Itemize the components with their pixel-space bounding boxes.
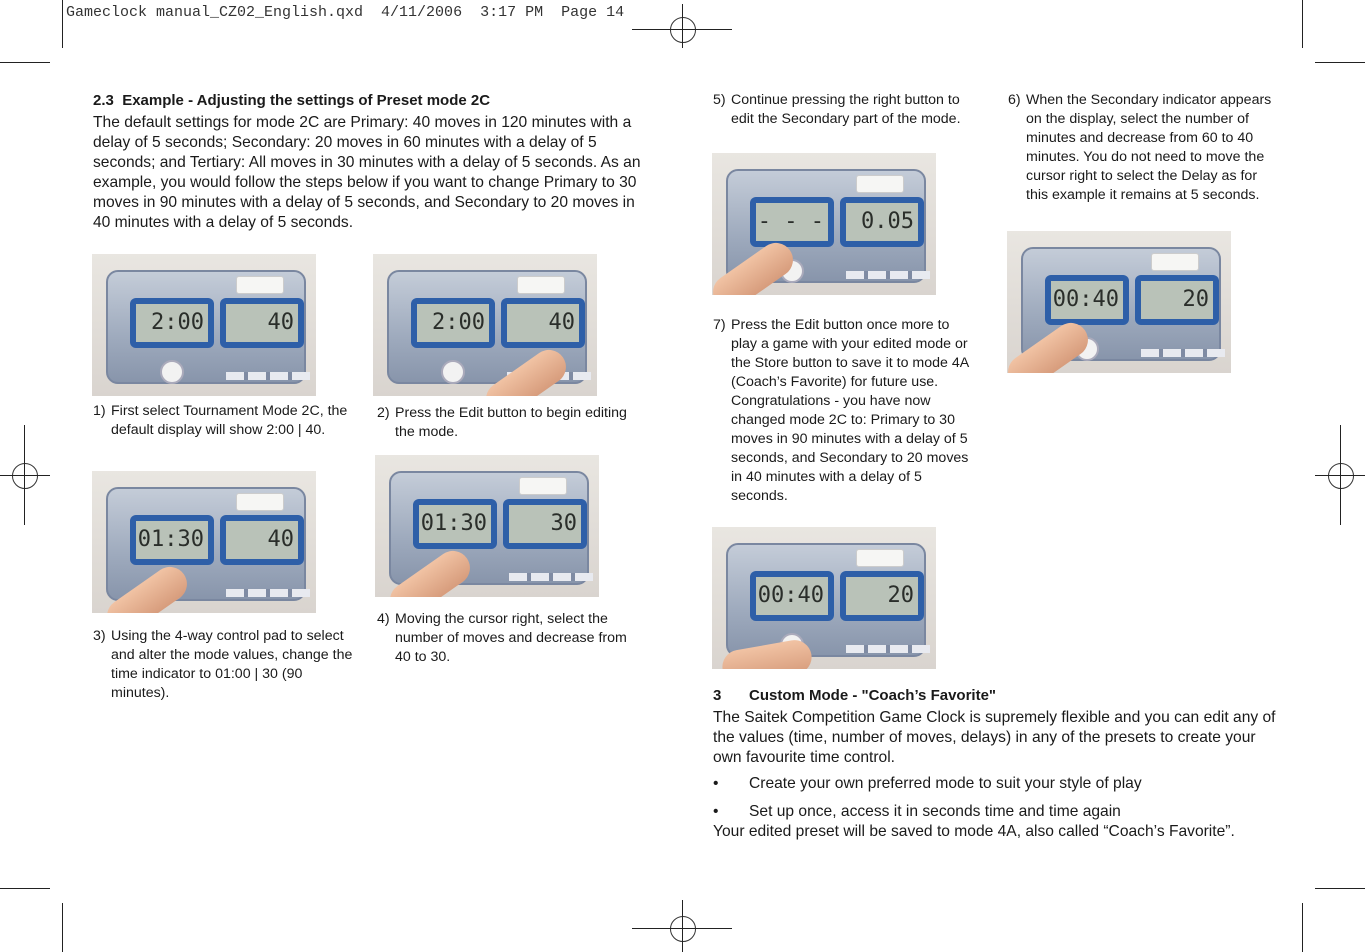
clock-photo-5 bbox=[712, 153, 936, 295]
step-text: When the Secondary indicator appears on the display, select the number of minutes and decrease from 60 to 40 minutes. You do not need to move the cursor right to select the Delay as for this example it remains at 5 seconds. bbox=[1026, 92, 1272, 203]
step-text-congratulations: Congratulations - you have now changed mode 2C to: Primary to 30 moves in 90 minutes with a delay of 5 seconds, and Secondary to 20 moves in 40 minutes with a delay of 5 seconds. bbox=[731, 393, 969, 504]
section-body: The default settings for mode 2C are Primary: 40 moves in 120 minutes with a delay of 5 seconds; Secondary: 20 moves in 60 minutes with a delay of 5 seconds; and Tertiary: All moves in 30 minutes with a delay of 5 seconds. As an example, you would follow the steps below if you want to change Primary to 30 moves in 90 minutes with a delay of 5 seconds, and Secondary to 20 moves in 40 minutes with a delay of 5 seconds. bbox=[93, 114, 641, 231]
crop-mark bbox=[1315, 888, 1365, 889]
section-heading bbox=[713, 687, 1288, 704]
list-item-text: Create your own preferred mode to suit your style of play bbox=[749, 775, 1142, 792]
clock-photo-3 bbox=[92, 471, 316, 613]
crop-mark bbox=[1315, 62, 1365, 63]
section-3 bbox=[713, 687, 1288, 842]
lcd-right: 0.05 bbox=[846, 203, 918, 241]
crop-mark bbox=[62, 0, 63, 48]
step-number: 7) bbox=[713, 317, 726, 333]
section-2-3 bbox=[93, 92, 653, 233]
crop-mark bbox=[24, 425, 25, 525]
step-caption-3 bbox=[93, 627, 355, 703]
step-text: Press the Edit button to begin editing the mode. bbox=[395, 405, 627, 440]
lcd-right: 40 bbox=[226, 521, 298, 559]
crop-mark bbox=[1302, 903, 1303, 952]
bullet-icon: • bbox=[713, 803, 719, 820]
crop-mark bbox=[62, 903, 63, 952]
lcd-left: 01:30 bbox=[136, 521, 208, 559]
step-text: Continue pressing the right button to edit the Secondary part of the mode. bbox=[731, 92, 961, 127]
step-number: 6) bbox=[1008, 92, 1021, 108]
clock-photo-1 bbox=[92, 254, 316, 396]
step-caption-7 bbox=[713, 316, 978, 506]
lcd-left: 00:40 bbox=[756, 577, 828, 615]
clock-photo-2 bbox=[373, 254, 597, 396]
list-item bbox=[713, 802, 1288, 822]
section-heading bbox=[93, 92, 653, 109]
crop-mark bbox=[0, 888, 50, 889]
lcd-left: 00:40 bbox=[1051, 281, 1123, 319]
section-number: 3 bbox=[713, 687, 722, 704]
lcd-right: 30 bbox=[509, 505, 581, 543]
step-caption-4 bbox=[377, 610, 642, 667]
bullet-list bbox=[713, 774, 1288, 822]
step-number: 4) bbox=[377, 611, 390, 627]
bullet-icon: • bbox=[713, 775, 719, 792]
list-item-text: Set up once, access it in seconds time and time again bbox=[749, 803, 1121, 820]
lcd-right: 20 bbox=[846, 577, 918, 615]
step-number: 2) bbox=[377, 405, 390, 421]
lcd-right: 20 bbox=[1141, 281, 1213, 319]
crop-mark bbox=[682, 4, 683, 48]
section-footer-text: Your edited preset will be saved to mode 4A, also called “Coach’s Favorite”. bbox=[713, 823, 1235, 840]
step-number: 1) bbox=[93, 403, 106, 419]
step-text: Using the 4-way control pad to select and alter the mode values, change the time indicator to 01:00 | 30 (90 minutes). bbox=[111, 628, 353, 701]
printer-slug: Gameclock manual_CZ02_English.qxd 4/11/2006 3:17 PM Page 14 bbox=[66, 4, 625, 21]
registration-mark-icon bbox=[670, 916, 696, 942]
crop-mark bbox=[682, 900, 683, 952]
section-title: Example - Adjusting the settings of Preset mode 2C bbox=[122, 92, 491, 109]
step-caption-5 bbox=[713, 91, 981, 129]
lcd-left: 2:00 bbox=[417, 304, 489, 342]
registration-mark-icon bbox=[12, 463, 38, 489]
registration-mark-icon bbox=[670, 17, 696, 43]
clock-photo-4 bbox=[375, 455, 599, 597]
lcd-left: 01:30 bbox=[419, 505, 491, 543]
section-body: The Saitek Competition Game Clock is supremely flexible and you can edit any of the values (time, number of moves, delays) in any of the presets to create your own favourite time control. bbox=[713, 709, 1276, 766]
lcd-right: 40 bbox=[507, 304, 579, 342]
crop-mark bbox=[1302, 0, 1303, 48]
registration-mark-icon bbox=[1328, 463, 1354, 489]
step-number: 3) bbox=[93, 628, 106, 644]
crop-mark bbox=[0, 475, 50, 476]
clock-photo-6 bbox=[1007, 231, 1231, 373]
step-text: First select Tournament Mode 2C, the default display will show 2:00 | 40. bbox=[111, 403, 348, 438]
step-caption-6 bbox=[1008, 91, 1273, 205]
step-number: 5) bbox=[713, 92, 726, 108]
clock-photo-7 bbox=[712, 527, 936, 669]
section-title: Custom Mode - "Coach’s Favorite" bbox=[749, 687, 997, 704]
lcd-right: 40 bbox=[226, 304, 298, 342]
step-caption-2 bbox=[377, 404, 627, 442]
step-text: Press the Edit button once more to play a game with your edited mode or the Store button to save it to mode 4A (Coach’s Favorite) for future use. bbox=[731, 317, 969, 390]
crop-mark bbox=[0, 62, 50, 63]
section-number: 2.3 bbox=[93, 92, 114, 109]
step-text: Moving the cursor right, select the number of moves and decrease from 40 to 30. bbox=[395, 611, 627, 665]
lcd-left: - - - bbox=[756, 203, 828, 241]
crop-mark bbox=[1340, 425, 1341, 525]
list-item bbox=[713, 774, 1288, 794]
step-caption-1 bbox=[93, 402, 355, 440]
lcd-left: 2:00 bbox=[136, 304, 208, 342]
